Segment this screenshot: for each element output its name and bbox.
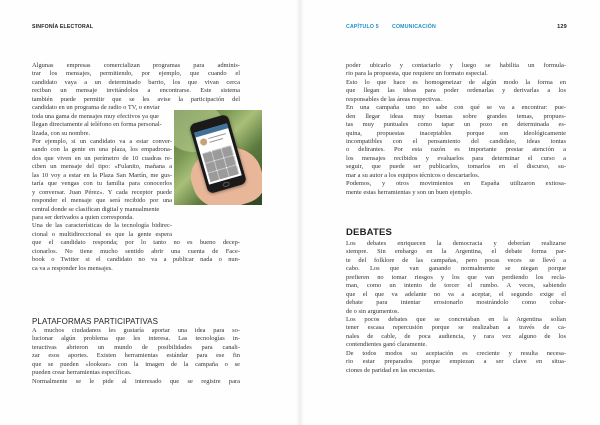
text-line: dos que viven en un perímetro de 10 cuadras re- [32, 154, 172, 162]
text-line: reciban un mensaje invitándolos a encontrarse. Este sistema [32, 87, 240, 95]
text-line: responder el mensaje que será recibido por una [32, 197, 172, 205]
text-line: siempre. Sin embargo en la Argentina, el debate forma par- [346, 248, 566, 256]
running-header-title: SINFONÍA ELECTORAL [32, 24, 94, 30]
text-line: rio para la propuesta, que requiere un formato especial. [346, 70, 488, 78]
left-column-text-2 [32, 327, 240, 386]
right-column-text-2 [346, 240, 566, 375]
text-line: que llegan las ideas para poder ordenarlas y derivarlas a los [346, 87, 566, 95]
text-line: te del folklore de las campañas, pero pocas veces se llevó a [346, 256, 566, 264]
text-line: Por ejemplo, si un candidato va a estar conver- [32, 138, 172, 145]
text-line: que el candidato responda; por lo tanto no es bueno decep- [32, 239, 240, 247]
text-line: ca va a responder los mensajes. [32, 264, 113, 272]
text-line: den llegar ideas muy buenas sobre grandes temas, propues- [346, 112, 566, 120]
text-line: candidato en un programa de radio o TV, o enviar [32, 104, 160, 112]
text-line: quina, propuestas inaceptables porque son ideológicamente [346, 129, 566, 137]
text-line: Algunas empresas comercializan programas para adminis- [32, 62, 240, 69]
running-header-section: COMUNICACIÓN [392, 24, 436, 30]
text-line: En una campaña uno no sabe con qué se va a encontrar: pue- [346, 104, 566, 112]
text-line: De todos modos su aceptación es creciente y resulta necesa- [346, 349, 566, 357]
text-line: contendientes ganó claramente. [346, 341, 427, 349]
text-line: A muchos ciudadanos les gustaría aportar una idea para so- [32, 327, 240, 334]
text-line: los mensajes recibidos y evaluarlos para determinar el curso a [346, 154, 566, 162]
text-line: nales de cable, de poca audiencia, y rara vez alguno de los [346, 332, 566, 340]
text-line: debate para intentar erosionarlo mostrándolo como cobar- [346, 299, 566, 307]
section-heading-debates: DEBATES [346, 227, 393, 238]
text-line: candidato vaya a un determinado barrio, los que vivan cerca [32, 78, 240, 86]
hand-holding-phone-photo [174, 110, 262, 205]
text-line: Los pocos debates que se concretaban en la Argentina solían [346, 315, 566, 323]
book-gutter [296, 0, 304, 425]
text-line: trar los mensajes, permitiendo, por ejemplo, que cuando el [32, 70, 240, 78]
text-line: cionarlos. No tiene mucho sentido abrir una cuenta de Face- [32, 247, 240, 255]
running-header-chapter: CAPÍTULO 5 [346, 24, 379, 30]
text-line: man, como un intento de torcer el rumbo. A veces, sabiendo [346, 282, 566, 290]
text-line: zar esos aportes. Existen herramientas estándar para ese fin [32, 352, 240, 360]
text-line: ciones de paridad en las encuestas. [346, 366, 436, 374]
text-line: prefieren no tomar riesgos y los que van perdiendo los recla- [346, 273, 566, 281]
text-line: sando con la gente en una plaza, los empadrona- [32, 146, 172, 154]
text-line: Podemos, y otros movimientos en España utilizaron exitosa- [346, 180, 566, 188]
text-line: de o sin argumentos. [346, 307, 400, 315]
text-line: cabo. Los que van ganando normalmente se niegan porque [346, 265, 566, 273]
text-line: Esto lo que hace es homogeneizar de algún modo la forma en [346, 78, 566, 86]
text-line: teractivas abrieron un mundo de posibilidades para canali- [32, 343, 240, 351]
text-line: book o Twitter si el candidato no va a publicar nada o nun- [32, 256, 240, 264]
text-line: tener escasa repercusión porque se realizaban a través de ca- [346, 324, 566, 332]
text-line: lizada, con su nombre. [32, 129, 91, 137]
text-line: que el que va adelante no va a aceptar, el segundo exige el [346, 290, 566, 298]
section-heading-plataformas: PLATAFORMAS PARTICIPATIVAS [32, 317, 159, 326]
page-number: 129 [557, 24, 567, 30]
text-line: Los debates enriquecen la democracia y deberían realizarse [346, 240, 566, 247]
text-line: mente estas herramientas y son un buen ejemplo. [346, 188, 473, 196]
text-line: cional o multidireccional es que la gente espera [32, 230, 172, 238]
text-line: Una de las características de la tecnología bidirec- [32, 222, 172, 230]
text-line: para ser derivados a quien corresponda. [32, 213, 134, 221]
text-line: las 10 voy a estar en la Plaza San Martín, me gus- [32, 171, 172, 179]
text-line: también puede permitir que se les avise la participación del [32, 95, 240, 103]
text-line: llegan directamente al teléfono en forma personal- [32, 121, 162, 129]
text-line: que se pueden «lookear» con la imagen de la campaña o se [32, 360, 240, 368]
text-line: lucionar algún problema que les interesa. Las tecnologías in- [32, 335, 240, 343]
right-column-text [346, 62, 566, 197]
text-line: mar a su autor a los equipos técnicos o descartarlos. [346, 171, 480, 179]
text-line: responsables de las áreas respectivas. [346, 95, 442, 103]
text-line: y conversar. Juan Pérez». Y cada receptor puede [32, 188, 172, 196]
text-line: Normalmente se le pide al interesado que se registre para [32, 377, 240, 385]
text-line: incompatibles con el pensamiento del candidato, ideas tontas [346, 137, 566, 145]
text-line: ciben un mensaje del tipo: «Fulanito, mañana a [32, 163, 172, 171]
text-line: pueden crear herramientas específicas. [32, 369, 132, 377]
text-line: toda una gama de mensajes muy efectivos ya que [32, 112, 159, 120]
text-line: rio estar preparados porque empiezan a ser clave en situa- [346, 358, 566, 366]
text-line: central donde se clasifican digital y manualmente [32, 205, 160, 213]
text-line: seguir, que puede ser publicarlos, tomarlos en el discurso, su- [346, 163, 566, 171]
text-line: poder ubicarlo y contactarlo y luego se habilita un formula- [346, 62, 566, 69]
text-line: tas muy puntuales como tapar un pozo en determinada es- [346, 121, 566, 129]
text-line: o delirantes. Por esta razón es importante prestar atención a [346, 146, 566, 154]
text-line: taría que vengas con tu familia para conocerlos [32, 180, 172, 188]
